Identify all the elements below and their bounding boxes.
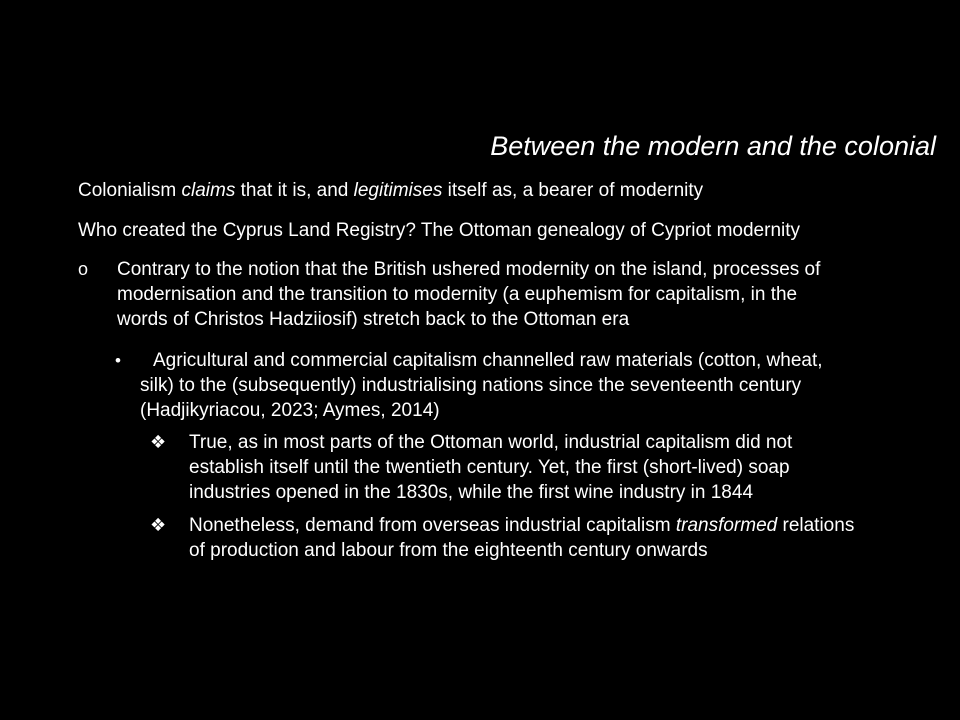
level3b-bullet-text [189, 513, 949, 563]
level3a-row-1: True, as in most parts of the Ottoman world, industrial capitalism did not [189, 432, 793, 453]
dot-bullet-marker: • [115, 351, 121, 370]
level2-row-2: silk) to the (subsequently) industrialising nations since the seventeenth century [140, 375, 802, 396]
claim-text-1: Colonialism [78, 180, 182, 201]
claim-line [78, 178, 703, 203]
level2-bullet-text [140, 348, 943, 423]
level1-row-3: words of Christos Hadziiosif) stretch back to the Ottoman era [117, 309, 630, 330]
claim-text-2: that it is, and [235, 180, 354, 201]
diamond-bullet-icon: ❖ [150, 432, 167, 452]
level2-row-3: (Hadjikyriacou, 2023; Aymes, 2014) [140, 400, 440, 421]
level3a-row-3: industries opened in the 1830s, while the first wine industry in 1844 [189, 482, 754, 503]
level1-row-1: Contrary to the notion that the British ushered modernity on the island, processes of [117, 259, 821, 280]
claim-emphasis-legitimises: legitimises [353, 180, 443, 201]
level3b-emphasis-transformed: transformed [675, 515, 778, 536]
diamond-bullet-icon: ❖ [150, 515, 167, 535]
level3b-row-2: of production and labour from the eighteenth century onwards [189, 540, 708, 561]
level3b-row-1 [189, 513, 949, 538]
question-line: Who created the Cyprus Land Registry? The Ottoman genealogy of Cypriot modernity [78, 220, 801, 241]
level3a-row-2: establish itself until the twentieth century. Yet, the first (short-lived) soap [189, 457, 790, 478]
level3b-text-2: relations [777, 515, 855, 536]
level1-bullet-text [117, 257, 947, 332]
level3a-bullet-text [189, 430, 949, 505]
circle-bullet-marker: o [78, 259, 89, 279]
slide-title: Between the modern and the colonial [490, 131, 936, 161]
level3b-text-1: Nonetheless, demand from overseas industrial capitalism [189, 515, 676, 536]
level2-row-1: Agricultural and commercial capitalism channelled raw materials (cotton, wheat, [153, 350, 823, 371]
claim-text-3: itself as, a bearer of modernity [442, 180, 704, 201]
claim-emphasis-claims: claims [181, 180, 236, 201]
level1-row-2: modernisation and the transition to modernity (a euphemism for capitalism, in the [117, 284, 798, 305]
